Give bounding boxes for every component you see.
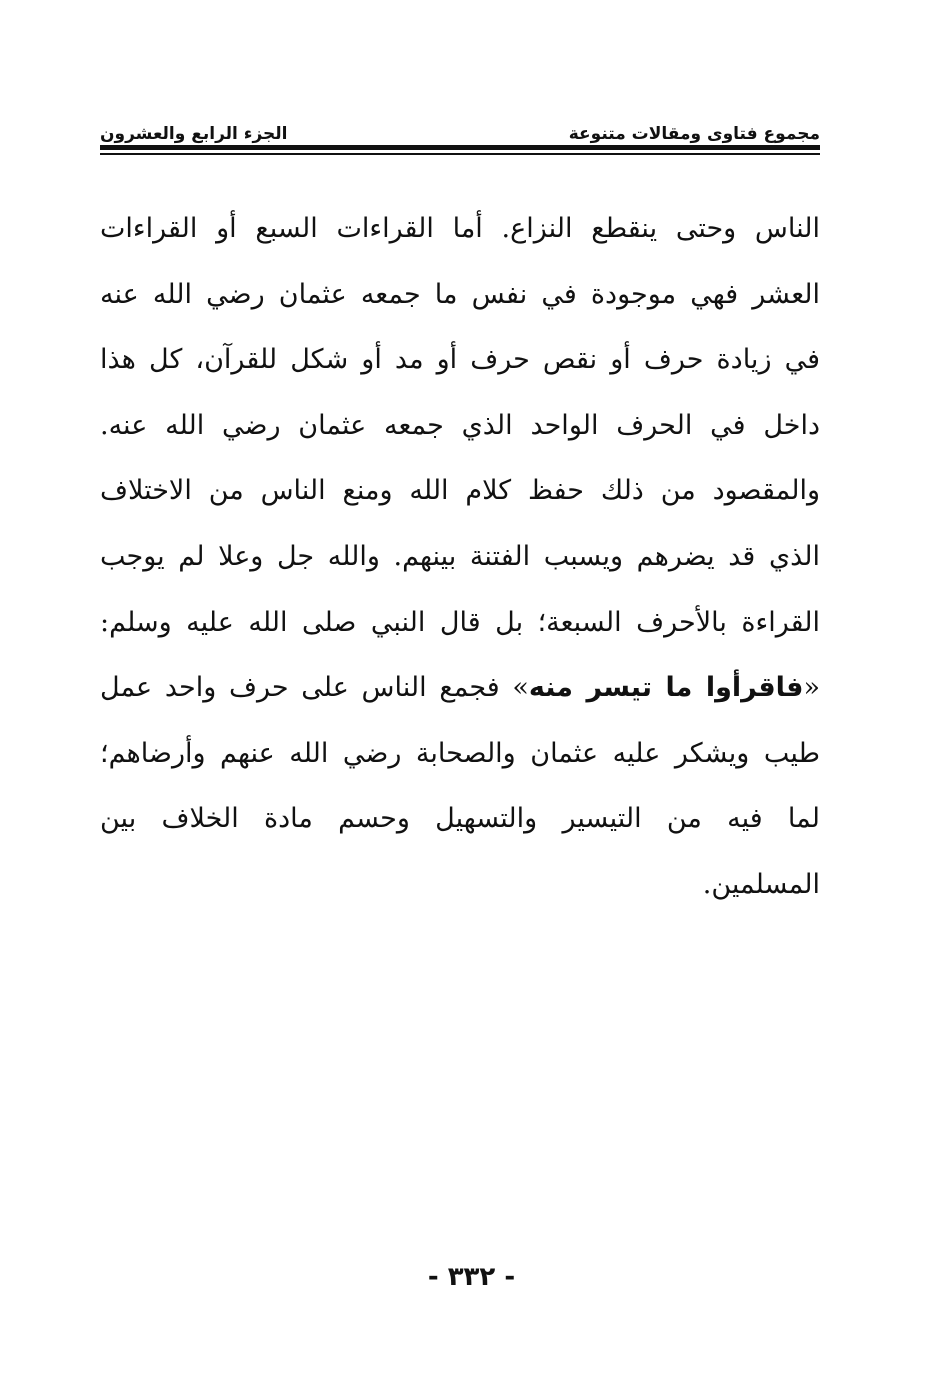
page-number: - ٣٣٢ -	[427, 1262, 516, 1292]
text-after-quote: » فجمع الناس على حرف واحد عمل طيب ويشكر عليه عثمان والصحابة رضي الله عنهم وأرضاهم؛ لما فيه من التيسير والتسهيل وحسم مادة الخلاف بين المسلمين.	[100, 672, 820, 900]
header-rule-thin	[100, 153, 820, 155]
volume-label: الجزء الرابع والعشرون	[100, 124, 288, 144]
header-rule-thick	[100, 145, 820, 150]
text-before-quote: الناس وحتى ينقطع النزاع. أما القراءات السبع أو القراءات العشر فهي موجودة في نفس ما جمعه عثمان رضي الله عنه في زيادة حرف أو نقص حرف أو مد أو شكل للقرآن، كل هذا داخل في الحرف الواحد الذي جمعه عثمان رضي الله عنه. والمقصود من ذلك حفظ كلام الله ومنع الناس من الاختلاف الذي قد يضرهم ويسبب الفتنة بينهم. والله جل وعلا لم يوجب القراءة بالأحرف السبعة؛ بل قال النبي صلى الله عليه وسلم: «	[100, 213, 820, 704]
book-title: مجموع فتاوى ومقالات متنوعة	[568, 124, 820, 144]
body-paragraph	[100, 196, 820, 918]
running-header	[100, 110, 820, 144]
hadith-quote: فاقرأوا ما تيسر منه	[528, 672, 804, 704]
